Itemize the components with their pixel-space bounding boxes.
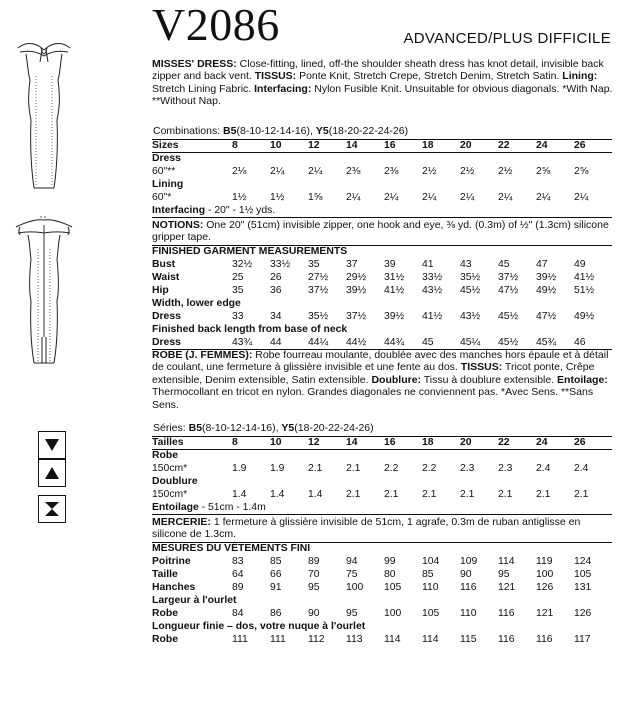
robe-yardage-cell: 1.9 (232, 463, 247, 475)
size-header-cell: 8 (232, 140, 270, 153)
dress-yardage-cell: 2½ (498, 166, 513, 178)
bust-cell: 41 (422, 258, 434, 270)
width-row (152, 311, 612, 324)
hanches-cell: 100 (346, 581, 364, 593)
longueur-cell: 115 (460, 633, 477, 645)
dress-yardage-row (152, 166, 612, 179)
entoilage-row-label: Entoilage (152, 501, 199, 513)
waist-row (152, 272, 612, 285)
largeur-cell: 110 (460, 607, 477, 619)
dress-yardage-cell: 2½ (460, 166, 475, 178)
lining-yardage-cell: 1⅝ (308, 192, 323, 204)
dress-width: 60"** (152, 166, 176, 178)
width-cell: 49½ (574, 310, 595, 322)
waist-label: Waist (152, 271, 180, 283)
series-y5-sizes: (18-20-22-24-26) (294, 422, 374, 434)
waist-cell: 31½ (384, 271, 405, 283)
hanches-cell: 131 (574, 581, 592, 593)
taille-header-cell: 16 (384, 437, 422, 450)
poitrine-cell: 83 (232, 555, 244, 567)
interfacing-row (152, 205, 612, 218)
hip-cell: 35 (232, 284, 244, 296)
dress-yardage-cell: 2½ (422, 166, 437, 178)
poitrine-row (152, 556, 612, 569)
hip-cell: 49½ (536, 284, 557, 296)
series-label: Séries: (153, 422, 189, 434)
triangle-up-icon (38, 459, 66, 487)
size-header-cell: 18 (422, 140, 460, 153)
interfacing-row-value: - 20" - 1½ yds. (205, 204, 276, 216)
poitrine-cell: 89 (308, 555, 320, 567)
robe-yardage-cell: 2.1 (346, 463, 361, 475)
taille-row (152, 569, 612, 582)
sizes-header-row (152, 140, 612, 153)
largeur-cell: 100 (384, 607, 402, 619)
bust-row (152, 259, 612, 272)
lining-yardage-cell: 2¼ (346, 192, 361, 204)
bust-cell: 33½ (270, 258, 291, 270)
hip-cell: 43½ (422, 284, 443, 296)
hanches-cell: 91 (270, 581, 282, 593)
longueur-cell: 113 (346, 633, 363, 645)
doublure-yardage-cell: 2.1 (498, 489, 513, 501)
notions-text: One 20" (51cm) invisible zipper, one hook and eye, ⅜ yd. (0.3m) of ½" (1.3cm) silicone gripper tape. (152, 219, 609, 244)
doublure-yardage-cell: 1.4 (270, 489, 285, 501)
bust-cell: 35 (308, 258, 320, 270)
length-cell: 44¼ (308, 337, 346, 350)
dress-label: Dress (152, 153, 181, 165)
bust-cell: 37 (346, 258, 358, 270)
bust-cell: 49 (574, 258, 586, 270)
largeur-cell: 95 (346, 607, 358, 619)
robe-yardage-cell: 2.3 (460, 463, 475, 475)
description-fr-text: Robe fourreau moulante, doublée avec des manches hors épaule et à détail de coulant, une fermeture à glissière invisible et une fente au dos. (152, 349, 609, 374)
bust-cell: 47 (536, 258, 548, 270)
dress-yardage-cell: 2⅝ (536, 166, 551, 178)
waist-cell: 35½ (460, 271, 481, 283)
poitrine-cell: 109 (460, 555, 478, 567)
front-view-illustration (14, 36, 74, 196)
dress-yardage-cell: 2⅝ (574, 166, 589, 178)
width-cell: 47½ (536, 310, 557, 322)
largeur-cell: 105 (422, 607, 440, 619)
mercerie-text: 1 fermeture à glissière invisible de 51cm, 1 agrafe, 0.3m de ruban antiglisse en silicone de 1.3cm. (152, 516, 581, 541)
length-cell: 43¾ (232, 337, 270, 350)
taille-header-cell: 10 (270, 437, 308, 450)
length-cell: 44½ (346, 337, 384, 350)
robe-width: 150cm* (152, 463, 188, 475)
poitrine-cell: 119 (536, 555, 553, 567)
hanches-cell: 116 (460, 581, 477, 593)
size-header-cell: 20 (460, 140, 498, 153)
lining-yardage-cell: 2¼ (460, 192, 475, 204)
hip-cell: 45½ (460, 284, 481, 296)
hanches-cell: 121 (498, 581, 516, 593)
lining-label: Lining (152, 179, 184, 191)
yardage-table-en (152, 139, 612, 218)
doublure-yardage-cell: 1.4 (308, 489, 323, 501)
taille-cell: 100 (536, 568, 554, 580)
entoilage-row (152, 502, 612, 515)
dress-yardage-cell: 2⅜ (384, 166, 399, 178)
taille-cell: 85 (422, 568, 434, 580)
waist-cell: 29½ (346, 271, 367, 283)
robe-yardage-cell: 1.9 (270, 463, 285, 475)
hourglass-icon (38, 495, 66, 523)
measurements-heading: FINISHED GARMENT MEASUREMENTS (152, 246, 612, 259)
waist-cell: 27½ (308, 271, 329, 283)
waist-cell: 33½ (422, 271, 443, 283)
width-cell: 39½ (384, 310, 405, 322)
combinations-label: Combinations: (153, 125, 224, 137)
combinations-en (153, 125, 408, 137)
taille-header-cell: 8 (232, 437, 270, 450)
doublure-label: Doublure (152, 476, 198, 488)
combo-y5: Y5 (315, 125, 329, 137)
taille-header-cell: 14 (346, 437, 384, 450)
width-cell: 45½ (498, 310, 519, 322)
description-fr-heading: ROBE (J. FEMMES): (152, 349, 253, 361)
hip-row (152, 285, 612, 298)
doublure-yardage-cell: 1.4 (232, 489, 247, 501)
combo-y5-sizes: (18-20-22-24-26) (328, 125, 409, 137)
pattern-code: V2086 (152, 0, 280, 50)
length-cell: 45¾ (536, 337, 574, 350)
lining-yardage-cell: 2¼ (384, 192, 399, 204)
bust-cell: 39 (384, 258, 396, 270)
size-header-cell: 10 (270, 140, 308, 153)
robe-label: Robe (152, 450, 178, 462)
waist-cell: 41½ (574, 271, 595, 283)
fabrics-fr-label: TISSUS: (460, 361, 503, 374)
width-heading: Width, lower edge (152, 297, 241, 309)
length-cell: 44¾ (384, 337, 422, 350)
taille-header-cell: 24 (536, 437, 574, 450)
difficulty-label: ADVANCED/PLUS DIFFICILE (403, 30, 611, 47)
description-text: Close-fitting, lined, off-the shoulder sheath dress has knot detail, invisible back zipper and back vent. (152, 58, 604, 83)
length-heading: Finished back length from base of neck (152, 323, 348, 335)
taille-header-cell: 12 (308, 437, 346, 450)
largeur-cell: 116 (498, 607, 515, 619)
lining-yardage-cell: 1½ (232, 192, 247, 204)
doublure-yardage-cell: 2.1 (574, 489, 589, 501)
combo-b5-sizes: (8-10-12-14-16), (236, 125, 316, 137)
size-header-cell: 16 (384, 140, 422, 153)
robe-yardage-row (152, 463, 612, 476)
longueur-cell: 112 (308, 633, 325, 645)
length-cell: 44 (270, 337, 308, 350)
taille-cell: 90 (460, 568, 472, 580)
bust-label: Bust (152, 258, 176, 270)
taille-cell: 64 (232, 568, 244, 580)
doublure-width: 150cm* (152, 489, 188, 501)
largeur-cell: 126 (574, 607, 592, 619)
tailles-label: Tailles (152, 437, 232, 450)
tailles-header-row (152, 437, 612, 450)
waist-cell: 25 (232, 271, 244, 283)
doublure-yardage-cell: 2.1 (346, 489, 361, 501)
longueur-cell: 117 (574, 633, 591, 645)
hip-cell: 47½ (498, 284, 519, 296)
doublure-yardage-cell: 2.1 (422, 489, 437, 501)
interfacing-fr-text: Thermocollant en tricot en nylon. Grandes diagonales ne conviennent pas. *Avec Sens. **Sans Sens. (152, 386, 594, 411)
largeur-cell: 86 (270, 607, 282, 619)
taille-cell: 95 (498, 568, 510, 580)
measurements-table-fr (152, 542, 612, 647)
taille-cell: 105 (574, 568, 592, 580)
interfacing-fr-label: Entoilage: (557, 373, 608, 386)
fabrics-fr-text: Tricot ponte, Crêpe extensible, Denim extensible, Satin extensible. (152, 361, 595, 386)
taille-cell: 66 (270, 568, 282, 580)
sizes-label: Sizes (152, 140, 232, 153)
robe-yardage-cell: 2.4 (574, 463, 589, 475)
taille-header-cell: 20 (460, 437, 498, 450)
fabrics-text: Ponte Knit, Stretch Crepe, Stretch Denim, Stretch Satin. (296, 70, 563, 83)
poitrine-cell: 124 (574, 555, 592, 567)
description-en (152, 58, 614, 108)
largeur-heading: Largeur à l'ourlet (152, 594, 237, 606)
width-cell: 43½ (460, 310, 481, 322)
lining-fr-label: Doublure: (371, 373, 422, 386)
longueur-row (152, 634, 612, 647)
poitrine-cell: 99 (384, 555, 396, 567)
measurements-table-en (152, 245, 612, 350)
width-cell: 33 (232, 310, 244, 322)
lining-yardage-cell: 1½ (270, 192, 285, 204)
poitrine-cell: 114 (498, 555, 515, 567)
series-y5: Y5 (281, 422, 295, 434)
waist-cell: 39½ (536, 271, 557, 283)
bust-cell: 45 (498, 258, 510, 270)
largeur-cell: 90 (308, 607, 320, 619)
taille-label: Taille (152, 568, 178, 580)
hip-cell: 37½ (308, 284, 329, 296)
hanches-cell: 89 (232, 581, 244, 593)
interfacing-row-label: Interfacing (152, 204, 206, 216)
length-cell: 46 (574, 337, 612, 350)
poitrine-cell: 104 (422, 555, 440, 567)
hanches-cell: 105 (384, 581, 402, 593)
fabrics-label: TISSUS: (254, 70, 297, 83)
largeur-cell: 121 (536, 607, 554, 619)
robe-yardage-cell: 2.4 (536, 463, 551, 475)
longueur-cell: 116 (536, 633, 553, 645)
poitrine-cell: 94 (346, 555, 358, 567)
size-header-cell: 26 (574, 140, 612, 153)
entoilage-row-value: - 51cm - 1.4m (198, 501, 266, 513)
waist-cell: 26 (270, 271, 282, 283)
doublure-yardage-cell: 2.1 (384, 489, 399, 501)
largeur-row (152, 608, 612, 621)
bust-cell: 43 (460, 258, 472, 270)
width-row-label: Dress (152, 310, 181, 322)
doublure-yardage-cell: 2.1 (460, 489, 475, 501)
size-header-cell: 12 (308, 140, 346, 153)
interfacing-label: Interfacing: (254, 82, 312, 95)
longueur-cell: 111 (270, 633, 286, 645)
length-row (152, 337, 612, 350)
taille-cell: 80 (384, 568, 396, 580)
largeur-row-label: Robe (152, 607, 178, 619)
size-header-cell: 14 (346, 140, 384, 153)
hanches-row (152, 582, 612, 595)
combinations-fr (153, 422, 374, 434)
robe-yardage-cell: 2.1 (308, 463, 323, 475)
hip-label: Hip (152, 284, 169, 296)
notions-fr (152, 516, 614, 541)
taille-header-cell: 26 (574, 437, 612, 450)
description-heading: MISSES' DRESS: (152, 58, 237, 70)
robe-yardage-cell: 2.2 (384, 463, 399, 475)
lining-yardage-cell: 2¼ (422, 192, 437, 204)
dress-yardage-cell: 2¼ (308, 166, 323, 178)
combo-b5: B5 (223, 125, 237, 137)
bust-cell: 32½ (232, 258, 253, 270)
hip-cell: 36 (270, 284, 282, 296)
hanches-cell: 110 (422, 581, 439, 593)
hip-cell: 41½ (384, 284, 405, 296)
taille-cell: 70 (308, 568, 320, 580)
hanches-cell: 126 (536, 581, 554, 593)
taille-cell: 75 (346, 568, 358, 580)
length-cell: 45½ (498, 337, 536, 350)
hanches-cell: 95 (308, 581, 320, 593)
dress-yardage-cell: 2⅛ (232, 166, 247, 178)
triangle-down-icon (38, 431, 66, 459)
hip-cell: 39½ (346, 284, 367, 296)
lining-label: Lining: (562, 70, 598, 83)
size-header-cell: 24 (536, 140, 574, 153)
lining-yardage-row (152, 192, 612, 205)
longueur-row-label: Robe (152, 633, 178, 645)
longueur-cell: 111 (232, 633, 248, 645)
back-view-illustration (14, 205, 74, 367)
series-b5: B5 (188, 422, 203, 434)
poitrine-cell: 85 (270, 555, 282, 567)
description-fr (152, 349, 614, 411)
length-row-label: Dress (152, 337, 232, 350)
taille-header-cell: 22 (498, 437, 536, 450)
lining-fr-text: Tissu à doublure extensible. (421, 373, 558, 386)
lining-yardage-cell: 2¼ (536, 192, 551, 204)
width-cell: 37½ (346, 310, 367, 322)
lining-yardage-cell: 2¼ (574, 192, 589, 204)
waist-cell: 37½ (498, 271, 519, 283)
size-header-cell: 22 (498, 140, 536, 153)
lining-yardage-cell: 2¼ (498, 192, 513, 204)
series-b5-sizes: (8-10-12-14-16), (202, 422, 282, 434)
dress-yardage-cell: 2¼ (270, 166, 285, 178)
doublure-yardage-cell: 2.1 (536, 489, 551, 501)
longueur-cell: 116 (498, 633, 515, 645)
width-cell: 41½ (422, 310, 443, 322)
lining-text: Stretch Lining Fabric. (152, 82, 255, 95)
width-cell: 35½ (308, 310, 329, 322)
length-cell: 45 (422, 337, 460, 350)
taille-header-cell: 18 (422, 437, 460, 450)
yardage-table-fr (152, 436, 612, 515)
longueur-heading: Longueur finie – dos, votre nuque à l'ourlet (152, 620, 366, 632)
mesures-heading: MESURES DU VÊTEMENTS FINI (152, 543, 612, 556)
longueur-cell: 114 (422, 633, 439, 645)
interfacing-text: Nylon Fusible Knit. Unsuitable for obvious diagonals. *With Nap. **Without Nap. (152, 82, 613, 108)
robe-yardage-cell: 2.2 (422, 463, 437, 475)
notions-en (152, 219, 614, 244)
lining-width: 60"* (152, 192, 172, 204)
notions-label: NOTIONS: (152, 219, 204, 231)
poitrine-label: Poitrine (152, 555, 191, 567)
hanches-label: Hanches (152, 581, 196, 593)
hip-cell: 51½ (574, 284, 595, 296)
dress-yardage-cell: 2⅜ (346, 166, 361, 178)
longueur-cell: 114 (384, 633, 401, 645)
robe-yardage-cell: 2.3 (498, 463, 513, 475)
length-cell: 45¼ (460, 337, 498, 350)
width-cell: 34 (270, 310, 282, 322)
mercerie-label: MERCERIE: (152, 516, 211, 528)
largeur-cell: 84 (232, 607, 244, 619)
doublure-yardage-row (152, 489, 612, 502)
